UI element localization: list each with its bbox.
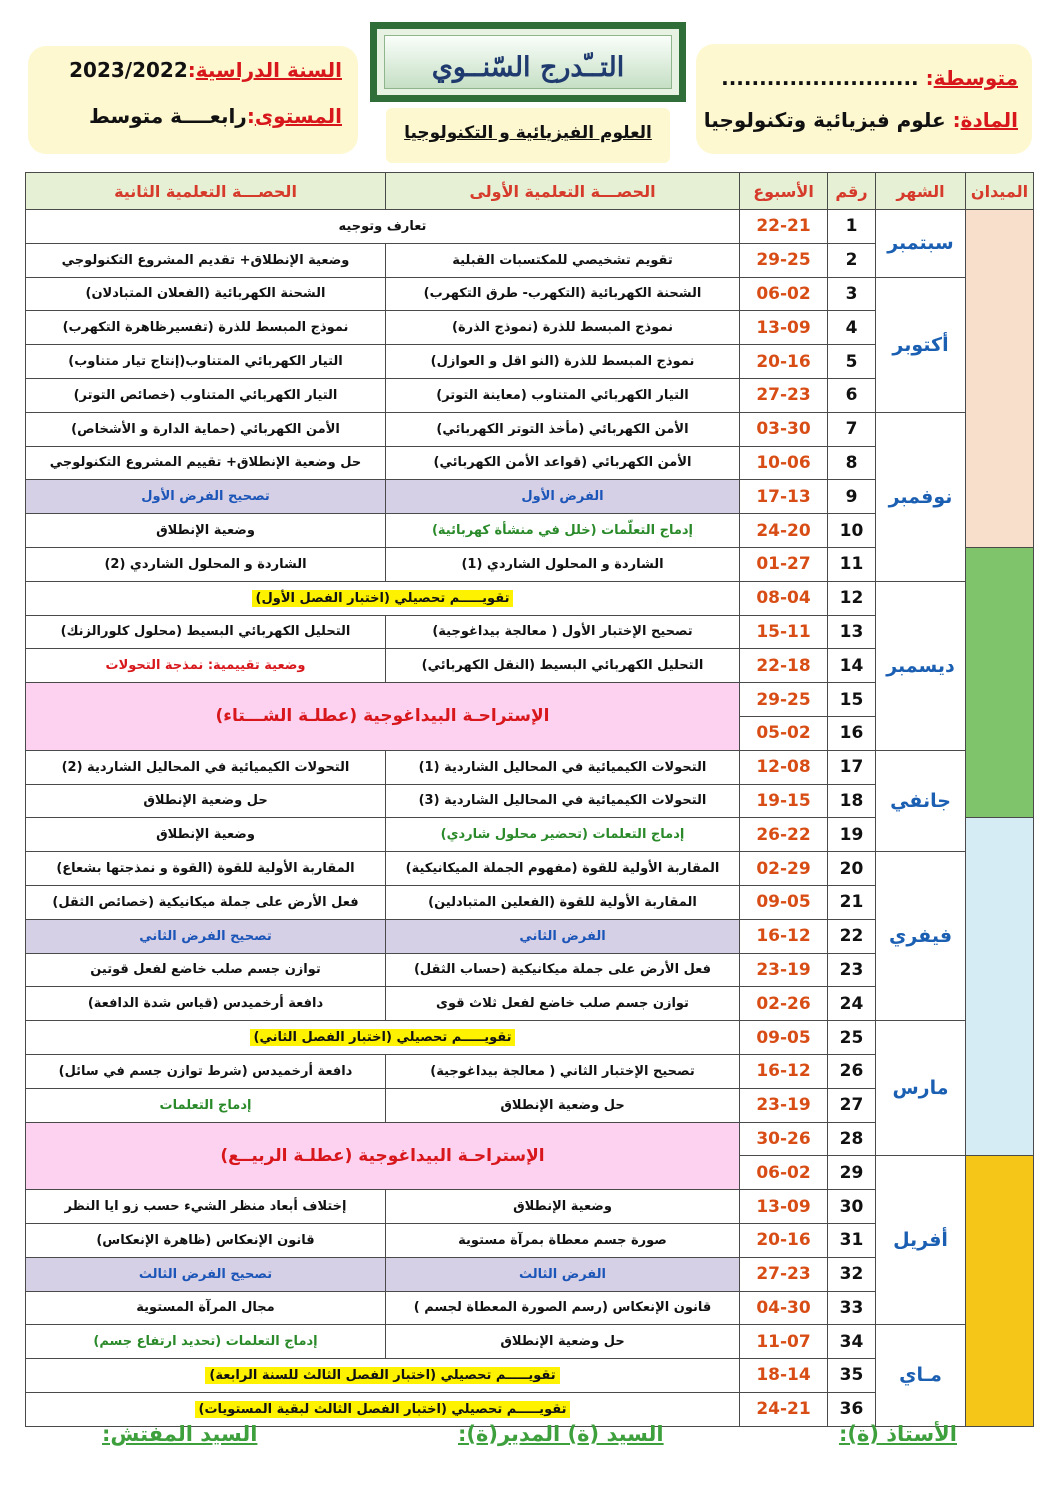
week-dates: 24-21 (740, 1392, 828, 1426)
week-dates: 16-12 (740, 1054, 828, 1088)
week-number: 31 (828, 1223, 876, 1257)
first-session-cell: قانون الإنعكاس (رسم الصورة المعطاة لجسم ) (386, 1291, 740, 1325)
year-value: 2023/2022 (69, 58, 188, 82)
first-session-cell: الشاردة و المحلول الشاردي (1) (386, 547, 740, 581)
week-number: 27 (828, 1088, 876, 1122)
second-session-cell: وضعية تقييمية: نمذجة التحولات (26, 649, 386, 683)
week-dates: 19-15 (740, 784, 828, 818)
merged-session-cell: تقويـــــم تحصيلي (اختبار الفصل الثالث لبقية المستويات) (26, 1392, 740, 1426)
month-cell: مارس (876, 1021, 966, 1156)
first-session-cell: التيار الكهربائي المتناوب (معاينة التوتر) (386, 378, 740, 412)
week-number: 3 (828, 277, 876, 311)
second-session-cell: المقاربة الأولية للقوة (القوة و نمذجتها بشعاع) (26, 852, 386, 886)
second-session-cell: نموذج المبسط للذرة (تفسيرظاهرة التكهرب) (26, 311, 386, 345)
second-session-cell: تصحيح الفرض الأول (26, 480, 386, 514)
week-dates: 20-16 (740, 345, 828, 379)
first-session-cell: وضعية الإنطلاق (386, 1190, 740, 1224)
first-session-cell: التحولات الكيميائية في المحاليل الشاردية (1) (386, 750, 740, 784)
week-number: 9 (828, 480, 876, 514)
week-dates: 18-14 (740, 1359, 828, 1393)
header-number: رقم (828, 173, 876, 210)
level-label: المستوى (254, 104, 342, 128)
second-session-cell: تصحيح الفرض الثاني (26, 919, 386, 953)
domain-cell (966, 547, 1034, 817)
first-session-cell: حل وضعية الإنطلاق (386, 1325, 740, 1359)
week-dates: 02-29 (740, 852, 828, 886)
week-dates: 12-08 (740, 750, 828, 784)
first-session-cell: الفرض الأول (386, 480, 740, 514)
title-frame (370, 22, 686, 102)
second-session-cell: قانون الإنعكاس (ظاهرة الإنعكاس) (26, 1223, 386, 1257)
week-number: 13 (828, 615, 876, 649)
week-number: 19 (828, 818, 876, 852)
first-session-cell: حل وضعية الإنطلاق (386, 1088, 740, 1122)
year-line: السنة الدراسية:2023/2022 (69, 58, 342, 82)
week-number: 10 (828, 514, 876, 548)
merged-session-cell: تقويـــــم تحصيلي (اختبار الفصل الثاني) (26, 1021, 740, 1055)
week-dates: 24-20 (740, 514, 828, 548)
table-body (26, 210, 1034, 1427)
table-row (26, 277, 1034, 311)
week-dates: 09-05 (740, 885, 828, 919)
week-dates: 13-09 (740, 1190, 828, 1224)
domain-cell (966, 818, 1034, 1156)
week-dates: 03-30 (740, 412, 828, 446)
week-number: 34 (828, 1325, 876, 1359)
second-session-cell: التحولات الكيميائية في المحاليل الشاردية (2) (26, 750, 386, 784)
year-info-box (28, 46, 358, 154)
week-dates: 08-04 (740, 581, 828, 615)
school-info-box (696, 44, 1032, 154)
level-line: المستوى:رابعــــة متوسط (89, 104, 342, 128)
week-dates: 10-06 (740, 446, 828, 480)
week-number: 4 (828, 311, 876, 345)
week-dates: 26-22 (740, 818, 828, 852)
second-session-cell: دافعة أرخميدس (شرط توازن جسم في سائل) (26, 1054, 386, 1088)
subject-box (386, 108, 670, 163)
month-cell: فيفري (876, 852, 966, 1021)
second-session-cell: حل وضعية الإنطلاق+ تقييم المشروع التكنولوجي (26, 446, 386, 480)
week-dates: 01-27 (740, 547, 828, 581)
month-cell: جانفي (876, 750, 966, 851)
header-week: الأسبوع (740, 173, 828, 210)
week-number: 5 (828, 345, 876, 379)
week-number: 24 (828, 987, 876, 1021)
table-row (26, 750, 1034, 784)
week-dates: 20-16 (740, 1223, 828, 1257)
first-session-cell: صورة جسم معطاة بمرآة مستوية (386, 1223, 740, 1257)
week-dates: 11-07 (740, 1325, 828, 1359)
holiday-break-cell: الإستراحـة البيداغوجية (عطلـة الربيــع) (26, 1122, 740, 1190)
year-label: السنة الدراسية (195, 58, 342, 82)
school-value: .......................... (721, 66, 919, 90)
table-header-row (26, 173, 1034, 210)
subject-value: علوم فيزيائية وتكنولوجيا (703, 108, 946, 132)
domain-cell (966, 210, 1034, 548)
week-number: 18 (828, 784, 876, 818)
week-number: 36 (828, 1392, 876, 1426)
week-dates: 15-11 (740, 615, 828, 649)
month-cell: نوفمبر (876, 412, 966, 581)
week-number: 15 (828, 683, 876, 717)
second-session-cell: إدماج التعلمات (26, 1088, 386, 1122)
second-session-cell: تصحيح الفرض الثالث (26, 1257, 386, 1291)
week-number: 21 (828, 885, 876, 919)
first-session-cell: إدماج التعلمات (تحضير محلول شاردي) (386, 818, 740, 852)
first-session-cell: الشحنة الكهربائية (التكهرب- طرق التكهرب) (386, 277, 740, 311)
subject-line: المادة: علوم فيزيائية وتكنولوجيا (703, 108, 1018, 132)
first-session-cell: الأمن الكهربائي (قواعد الأمن الكهربائي) (386, 446, 740, 480)
week-dates: 13-09 (740, 311, 828, 345)
annual-schedule-table (25, 172, 1034, 1427)
week-dates: 09-05 (740, 1021, 828, 1055)
table-row (26, 852, 1034, 886)
second-session-cell: التيار الكهربائي المتناوب(إنتاج تيار متناوب) (26, 345, 386, 379)
teacher-signature-label: الأستاذ (ة): (838, 1422, 957, 1446)
first-session-cell: نموذج المبسط للذرة (النو اقل و العوازل) (386, 345, 740, 379)
week-dates: 23-19 (740, 953, 828, 987)
second-session-cell: دافعة أرخميدس (قياس شدة الدافعة) (26, 987, 386, 1021)
week-number: 26 (828, 1054, 876, 1088)
second-session-cell: الشاردة و المحلول الشاردي (2) (26, 547, 386, 581)
second-session-cell: وضعية الإنطلاق+ تقديم المشروع التكنولوجي (26, 243, 386, 277)
week-number: 23 (828, 953, 876, 987)
second-session-cell: التحليل الكهربائي البسيط (محلول كلورالزنك) (26, 615, 386, 649)
header-first-session: الحصـــة التعلمية الأولى (386, 173, 740, 210)
week-dates: 02-26 (740, 987, 828, 1021)
week-dates: 22-18 (740, 649, 828, 683)
table-row (26, 1325, 1034, 1359)
week-dates: 06-02 (740, 277, 828, 311)
week-dates: 06-02 (740, 1156, 828, 1190)
first-session-cell: توازن جسم صلب خاضع لفعل ثلاث قوى (386, 987, 740, 1021)
week-number: 33 (828, 1291, 876, 1325)
week-number: 20 (828, 852, 876, 886)
holiday-break-cell: الإستراحـة البيداغوجية (عطلـة الشـــتاء) (26, 683, 740, 751)
merged-session-cell: تقويـــــم تحصيلي (اختبار الفصل الثالث للسنة الرابعة) (26, 1359, 740, 1393)
week-number: 22 (828, 919, 876, 953)
month-cell: ديسمبر (876, 581, 966, 750)
week-number: 25 (828, 1021, 876, 1055)
first-session-cell: تصحيح الإختبار الأول ( معالجة بيداغوجية) (386, 615, 740, 649)
school-label: متوسطة (933, 66, 1018, 90)
week-number: 12 (828, 581, 876, 615)
week-dates: 04-30 (740, 1291, 828, 1325)
second-session-cell: وضعية الإنطلاق (26, 514, 386, 548)
second-session-cell: حل وضعية الإنطلاق (26, 784, 386, 818)
table-row (26, 581, 1034, 615)
second-session-cell: مجال المرآة المستوية (26, 1291, 386, 1325)
header-domain: الميدان (966, 173, 1034, 210)
week-dates: 27-23 (740, 378, 828, 412)
second-session-cell: وضعية الإنطلاق (26, 818, 386, 852)
month-cell: أكتوبر (876, 277, 966, 412)
week-dates: 17-13 (740, 480, 828, 514)
week-dates: 29-25 (740, 243, 828, 277)
week-number: 35 (828, 1359, 876, 1393)
table-row (26, 210, 1034, 244)
header-second-session: الحصـــة التعلمية الثانية (26, 173, 386, 210)
header-month: الشهر (876, 173, 966, 210)
level-value: رابعــــة متوسط (89, 104, 247, 128)
second-session-cell: إدماج التعلمات (تحديد ارتفاع جسم) (26, 1325, 386, 1359)
first-session-cell: التحليل الكهربائي البسيط (النقل الكهربائي) (386, 649, 740, 683)
week-dates: 29-25 (740, 683, 828, 717)
week-number: 32 (828, 1257, 876, 1291)
first-session-cell: التحولات الكيميائية في المحاليل الشاردية (3) (386, 784, 740, 818)
first-session-cell: تصحيح الإختبار الثاني ( معالجة بيداغوجية) (386, 1054, 740, 1088)
week-dates: 30-26 (740, 1122, 828, 1156)
week-dates: 05-02 (740, 716, 828, 750)
week-number: 11 (828, 547, 876, 581)
second-session-cell: الأمن الكهربائي (حماية الدارة و الأشخاص) (26, 412, 386, 446)
inspector-signature-label: السيد المفتش: (102, 1422, 258, 1446)
week-number: 16 (828, 716, 876, 750)
week-number: 14 (828, 649, 876, 683)
first-session-cell: تقويم تشخيصي للمكتسبات القبلية (386, 243, 740, 277)
merged-session-cell: تعارف وتوجيه (26, 210, 740, 244)
week-number: 1 (828, 210, 876, 244)
first-session-cell: الأمن الكهربائي (مأخذ التوتر الكهربائي) (386, 412, 740, 446)
week-number: 2 (828, 243, 876, 277)
week-number: 8 (828, 446, 876, 480)
first-session-cell: الفرض الثالث (386, 1257, 740, 1291)
merged-session-cell: تقويـــــم تحصيلي (اختبار الفصل الأول) (26, 581, 740, 615)
table-row (26, 1021, 1034, 1055)
director-signature-label: السيد (ة) المدير(ة): (458, 1422, 664, 1446)
domain-cell (966, 1156, 1034, 1426)
week-number: 29 (828, 1156, 876, 1190)
month-cell: مـاي (876, 1325, 966, 1426)
first-session-cell: إدماج التعلّمات (خلل في منشأة كهربائية) (386, 514, 740, 548)
second-session-cell: توازن جسم صلب خاضع لفعل قوتين (26, 953, 386, 987)
second-session-cell: التيار الكهربائي المتناوب (خصائص التوتر) (26, 378, 386, 412)
month-cell: سبتمبر (876, 210, 966, 278)
first-session-cell: المقاربة الأولية للقوة (مفهوم الجملة الميكانيكية) (386, 852, 740, 886)
first-session-cell: فعل الأرض على جملة ميكانيكية (حساب الثقل) (386, 953, 740, 987)
second-session-cell: الشحنة الكهربائية (الفعلان المتبادلان) (26, 277, 386, 311)
month-cell: أفريل (876, 1156, 966, 1325)
first-session-cell: المقاربة الأولية للقوة (الفعلين المتبادلين) (386, 885, 740, 919)
week-number: 6 (828, 378, 876, 412)
second-session-cell: فعل الأرض على جملة ميكانيكية (خصائص الثقل) (26, 885, 386, 919)
week-number: 7 (828, 412, 876, 446)
page-title: التــّدرج السّنــوي (431, 52, 625, 83)
subject-label: المادة (960, 108, 1018, 132)
week-dates: 23-19 (740, 1088, 828, 1122)
second-session-cell: إختلاف أبعاد منظر الشيء حسب زو ايا النظر (26, 1190, 386, 1224)
week-dates: 16-12 (740, 919, 828, 953)
week-dates: 27-23 (740, 1257, 828, 1291)
first-session-cell: الفرض الثاني (386, 919, 740, 953)
school-line: متوسطة: .......................... (721, 66, 1018, 90)
subject-box-text: العلوم الفيزيائية و التكنولوجيا (404, 123, 652, 143)
week-number: 17 (828, 750, 876, 784)
table-row (26, 412, 1034, 446)
week-number: 28 (828, 1122, 876, 1156)
first-session-cell: نموذج المبسط للذرة (نموذج الذرة) (386, 311, 740, 345)
week-number: 30 (828, 1190, 876, 1224)
week-dates: 22-21 (740, 210, 828, 244)
